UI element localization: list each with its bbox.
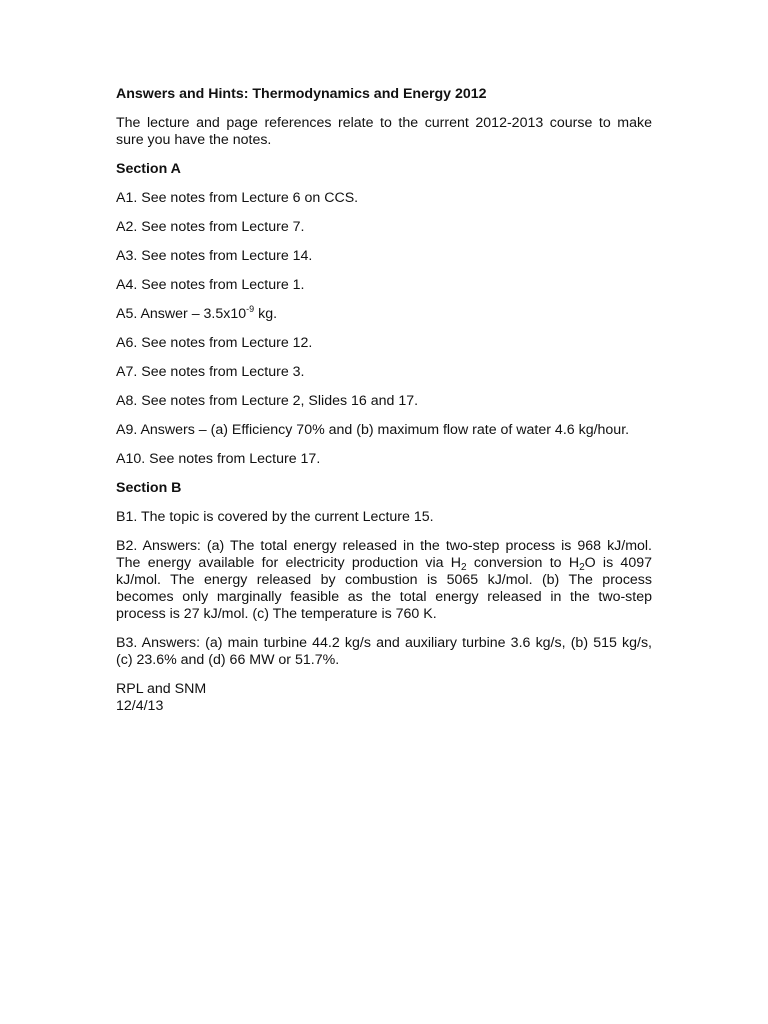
answer-a2: A2. See notes from Lecture 7. (116, 219, 305, 235)
document-page (116, 86, 652, 715)
answer-a1: A1. See notes from Lecture 6 on CCS. (116, 190, 359, 206)
answer-a8: A8. See notes from Lecture 2, Slides 16 and 17. (116, 393, 419, 409)
intro-paragraph: The lecture and page references relate to the current 2012-2013 course to make sure you have the notes. (116, 115, 652, 148)
answer-a10: A10. See notes from Lecture 17. (116, 451, 321, 467)
answer-b2-text-2: conversion to H (466, 555, 580, 571)
section-a-heading: Section A (116, 161, 181, 177)
answer-b2 (116, 538, 652, 623)
answer-a5-text: A5. Answer – 3.5x10 (116, 306, 247, 322)
answer-a3: A3. See notes from Lecture 14. (116, 248, 313, 264)
answer-a5 (116, 306, 652, 323)
answer-a7: A7. See notes from Lecture 3. (116, 364, 305, 380)
answer-b2-text-3: O is 4097 kJ/mol. The energy released by combustion is 5065 kJ/mol. (b) The process becomes only marginally feasible as the total energy released in the two-step process is 27 kJ/mol. (c) The temperature is 760 K. (116, 555, 652, 622)
answer-b2-subscript-1: 2 (461, 562, 467, 573)
answer-a5-exponent: -9 (246, 304, 255, 314)
signature-date: 12/4/13 (116, 698, 164, 714)
answer-b2-text-1: B2. Answers: (a) The total energy released in the two-step process is 968 kJ/mol. The energy available for electricity production via H (116, 538, 652, 571)
document-title: Answers and Hints: Thermodynamics and Energy 2012 (116, 86, 487, 102)
answer-a5-unit: kg. (254, 306, 278, 322)
signature-authors: RPL and SNM (116, 681, 207, 697)
answer-a6: A6. See notes from Lecture 12. (116, 335, 313, 351)
answer-b2-subscript-2: 2 (579, 562, 585, 573)
section-b-heading: Section B (116, 480, 182, 496)
answer-b3: B3. Answers: (a) main turbine 44.2 kg/s and auxiliary turbine 3.6 kg/s, (b) 515 kg/s, (c) 23.6% and (d) 66 MW or 51.7%. (116, 635, 652, 668)
answer-a9: A9. Answers – (a) Efficiency 70% and (b) maximum flow rate of water 4.6 kg/hour. (116, 422, 630, 438)
answer-b1: B1. The topic is covered by the current Lecture 15. (116, 509, 434, 525)
answer-a4: A4. See notes from Lecture 1. (116, 277, 305, 293)
